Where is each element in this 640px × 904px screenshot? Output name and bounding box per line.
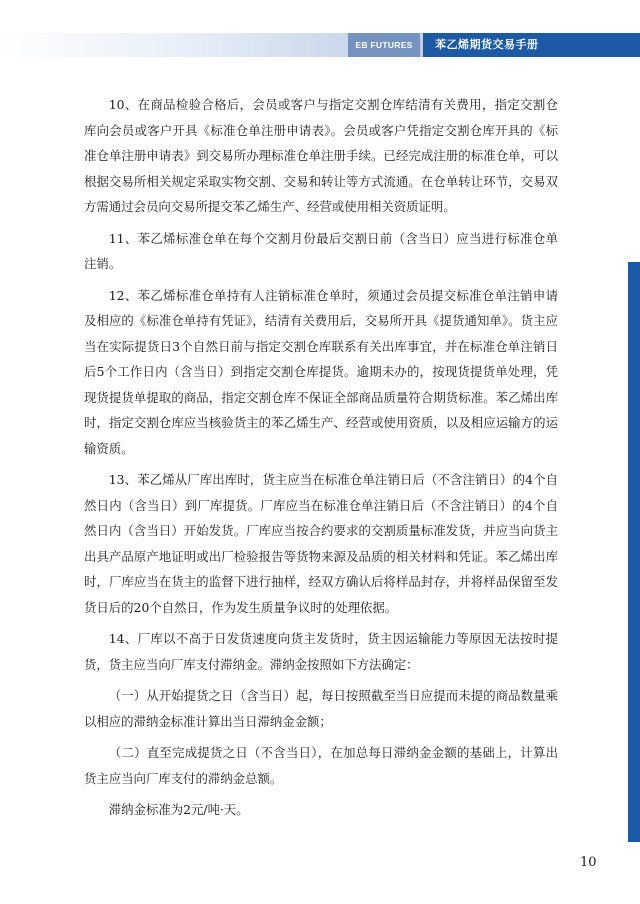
paragraph: 12、苯乙烯标准仓单持有人注销标准仓单时，须通过会员提交标准仓单注销申请及相应的《标准仓单持有凭证》，结清有关费用后，交易所开具《提货通知单》。货主应当在实际提货日3个自然日前与指定交割仓库联系有关出库事宜，并在标准仓单注销日后5个工作日内（含当日）到指定交割仓库提货。逾期未办的，按现货提货单处理，凭现货提货单提取的商品，指定交割仓库不保证全部商品质量符合期货标准。苯乙烯出库时，指定交割仓库应当核验货主的苯乙烯生产、经营或使用资质，以及相应运输方的运输资质。	[84, 287, 558, 456]
paragraph: 14、厂库以不高于日发货速度向货主发货时，货主因运输能力等原因无法按时提货，货主应当向厂库支付滞纳金。滞纳金按照如下方法确定：	[84, 631, 558, 672]
header-brand-label: EB FUTURES	[348, 33, 420, 57]
page-number: 10	[580, 855, 597, 870]
paragraph: 13、苯乙烯从厂库出库时，货主应当在标准仓单注销日后（不含注销日）的4个自然日内（含当日）到厂库提货。厂库应当在标准仓单注销日后（不含注销日）的4个自然日内（含当日）开始发货。厂库应当按合约要求的交割质量标准发货，并应当向货主出具产品原产地证明或出厂检验报告等货物来源及品质的相关材料和凭证。苯乙烯出库时，厂库应当在货主的监督下进行抽样，经双方确认后将样品封存，并将样品保留至发货日后的20个自然日，作为发生质量争议时的处理依据。	[84, 472, 558, 615]
paragraph: 10、在商品检验合格后，会员或客户与指定交割仓库结清有关费用，指定交割仓库向会员或客户开具《标准仓单注册申请表》。会员或客户凭指定交割仓库开具的《标准仓单注册申请表》到交易所办理标准仓单注册手续。已经完成注册的标准仓单，可以根据交易所相关规定采取实物交割、交易和转让等方式流通。在仓单转让环节，交易双方需通过会员向交易所提交苯乙烯生产、经营或使用相关资质证明。	[84, 97, 558, 214]
paragraph: 11、苯乙烯标准仓单在每个交割月份最后交割日前（含当日）应当进行标准仓单注销。	[84, 230, 558, 271]
paragraph: （二）直至完成提货之日（不含当日），在加总每日滞纳金金额的基础上，计算出货主应当向厂库支付的滞纳金总额。	[84, 745, 558, 786]
side-tab	[628, 262, 640, 842]
paragraph: 滞纳金标准为2元/吨·天。	[108, 802, 249, 817]
paragraph: （一）从开始提货之日（含当日）起，每日按照截至当日应提而未提的商品数量乘以相应的滞纳金标准计算出当日滞纳金金额；	[84, 688, 558, 729]
header-title: 苯乙烯期货交易手册	[423, 33, 640, 57]
body-text	[84, 92, 558, 829]
